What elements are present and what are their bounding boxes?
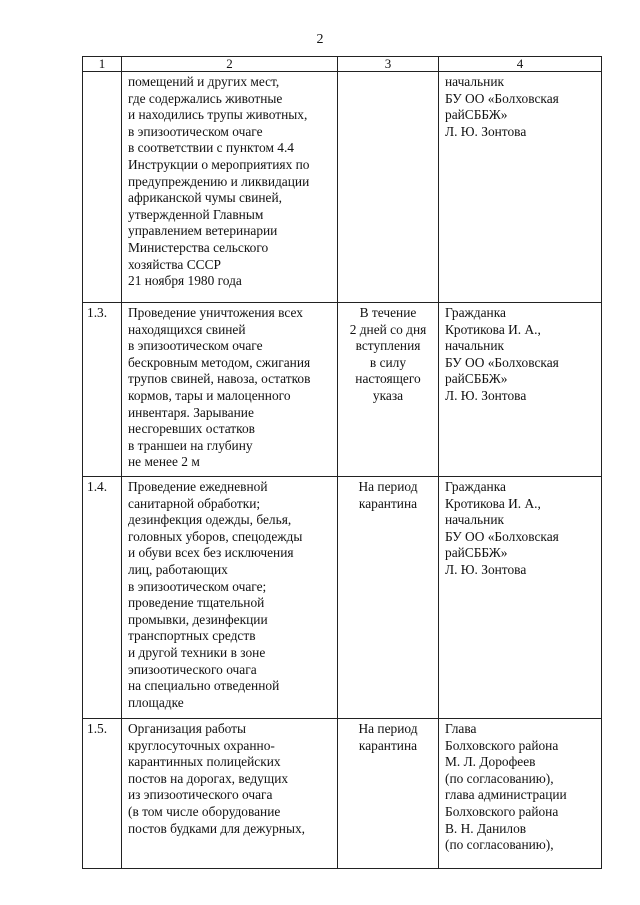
measure-line: дезинфекция одежды, белья, [128, 512, 292, 528]
measure-line: Организация работы [128, 721, 247, 736]
measures-table [82, 56, 602, 869]
measure-line: проведение тщательной [128, 595, 265, 611]
term-line: настоящего [355, 371, 421, 387]
responsible-line: БУ ОО «Болховская [445, 528, 559, 544]
responsible-line: Кротикова И. А., [445, 495, 541, 511]
responsible-line: М. Л. Дорофеев [445, 754, 536, 770]
term-cell [338, 72, 439, 303]
term-line: карантина [358, 737, 418, 753]
measure-cell [122, 72, 338, 303]
measure-line: помещений и других мест, [128, 74, 280, 89]
table-row [83, 72, 602, 303]
measure-cell [122, 719, 338, 869]
responsible-line: Болховского района [445, 803, 559, 819]
row-number-cell [83, 72, 122, 303]
responsible-line: БУ ОО «Болховская [445, 90, 559, 106]
measure-line: площадке [128, 694, 184, 710]
responsible-line: Л. Ю. Зонтова [445, 123, 527, 139]
measure-line: головных уборов, спецодежды [128, 528, 303, 544]
measure-line: не менее 2 м [128, 454, 200, 470]
responsible-line: райСББЖ» [445, 107, 508, 123]
term-cell [338, 477, 439, 719]
responsible-line: начальник [445, 512, 504, 528]
measure-cell [122, 477, 338, 719]
responsible-cell [439, 477, 602, 719]
measure-cell [122, 303, 338, 477]
responsible-line: (по согласованию), [445, 837, 554, 853]
responsible-line: Болховского района [445, 737, 559, 753]
measure-line: хозяйства СССР [128, 256, 221, 272]
header-cell-3: 3 [338, 57, 439, 72]
term-line: вступления [355, 338, 421, 354]
term-line: На период [358, 721, 418, 736]
measure-line: утвержденной Главным [128, 206, 264, 222]
responsible-line: В. Н. Данилов [445, 820, 527, 836]
table-row [83, 303, 602, 477]
term-cell [338, 719, 439, 869]
measure-line: промывки, дезинфекции [128, 611, 268, 627]
term-line: 2 дней со дня [349, 321, 427, 337]
measure-line: и другой техники в зоне [128, 644, 266, 660]
measure-line: из эпизоотического очага [128, 787, 273, 803]
measure-line: (в том числе оборудование [128, 803, 281, 819]
term-line: указа [372, 387, 404, 403]
measure-line: Проведение ежедневной [128, 479, 268, 494]
measure-line: лиц, работающих [128, 561, 228, 577]
responsible-cell [439, 72, 602, 303]
table-row [83, 477, 602, 719]
measure-line: инвентаря. Зарывание [128, 404, 254, 420]
term-line: карантина [358, 495, 418, 511]
responsible-line: Кротикова И. А., [445, 321, 541, 337]
measure-line: карантинных полицейских [128, 754, 281, 770]
measure-line: в эпизоотическом очаге; [128, 578, 267, 594]
measure-line: Проведение уничтожения всех [128, 305, 303, 320]
table-row [83, 719, 602, 869]
responsible-cell [439, 303, 602, 477]
responsible-line: Л. Ю. Зонтова [445, 387, 527, 403]
measure-line: где содержались животные [128, 90, 283, 106]
measure-line: в эпизоотическом очаге [128, 123, 263, 139]
measure-line: и находились трупы животных, [128, 107, 308, 123]
measure-line: круглосуточных охранно- [128, 737, 275, 753]
measure-line: находящихся свиней [128, 321, 246, 337]
measure-line: постов на дорогах, ведущих [128, 770, 289, 786]
measure-line: 21 ноября 1980 года [128, 273, 242, 289]
responsible-line: Гражданка [445, 479, 506, 494]
table-header-row [83, 57, 602, 72]
row-number-cell: 1.4. [83, 477, 122, 719]
measure-line: Министерства сельского [128, 239, 269, 255]
measure-line: предупреждению и ликвидации [128, 173, 310, 189]
page-number: 2 [316, 32, 324, 47]
term-line: в силу [369, 354, 407, 370]
responsible-line: глава администрации [445, 787, 567, 803]
measure-line: кормов, тары и малоценного [128, 387, 291, 403]
measure-line: несгоревших остатков [128, 421, 256, 437]
measure-line: в эпизоотическом очаге [128, 338, 263, 354]
responsible-line: райСББЖ» [445, 371, 508, 387]
row-number-cell: 1.3. [83, 303, 122, 477]
term-line: На период [358, 479, 418, 494]
measure-line: бескровным методом, сжигания [128, 354, 311, 370]
responsible-line: (по согласованию), [445, 770, 554, 786]
measure-line: эпизоотического очага [128, 661, 257, 677]
header-cell-2: 2 [122, 57, 338, 72]
measure-line: постов будками для дежурных, [128, 820, 305, 836]
measure-line: на специально отведенной [128, 678, 280, 694]
measure-line: в траншеи на глубину [128, 437, 253, 453]
header-cell-1: 1 [83, 57, 122, 72]
responsible-line: Гражданка [445, 305, 506, 320]
header-cell-4: 4 [439, 57, 602, 72]
responsible-line: Л. Ю. Зонтова [445, 561, 527, 577]
responsible-cell [439, 719, 602, 869]
responsible-line: начальник [445, 338, 504, 354]
responsible-line: начальник [445, 74, 504, 89]
measure-line: трупов свиней, навоза, остатков [128, 371, 311, 387]
measure-line: транспортных средств [128, 628, 256, 644]
term-cell [338, 303, 439, 477]
responsible-line: БУ ОО «Болховская [445, 354, 559, 370]
measure-line: Инструкции о мероприятиях по [128, 156, 310, 172]
measure-line: санитарной обработки; [128, 495, 261, 511]
measure-line: африканской чумы свиней, [128, 190, 282, 206]
measure-line: управлением ветеринарии [128, 223, 278, 239]
responsible-line: райСББЖ» [445, 545, 508, 561]
measure-line: и обуви всех без исключения [128, 545, 294, 561]
row-number-cell: 1.5. [83, 719, 122, 869]
responsible-line: Глава [445, 721, 477, 736]
measure-line: в соответствии с пунктом 4.4 [128, 140, 295, 156]
term-line: В течение [359, 305, 417, 320]
